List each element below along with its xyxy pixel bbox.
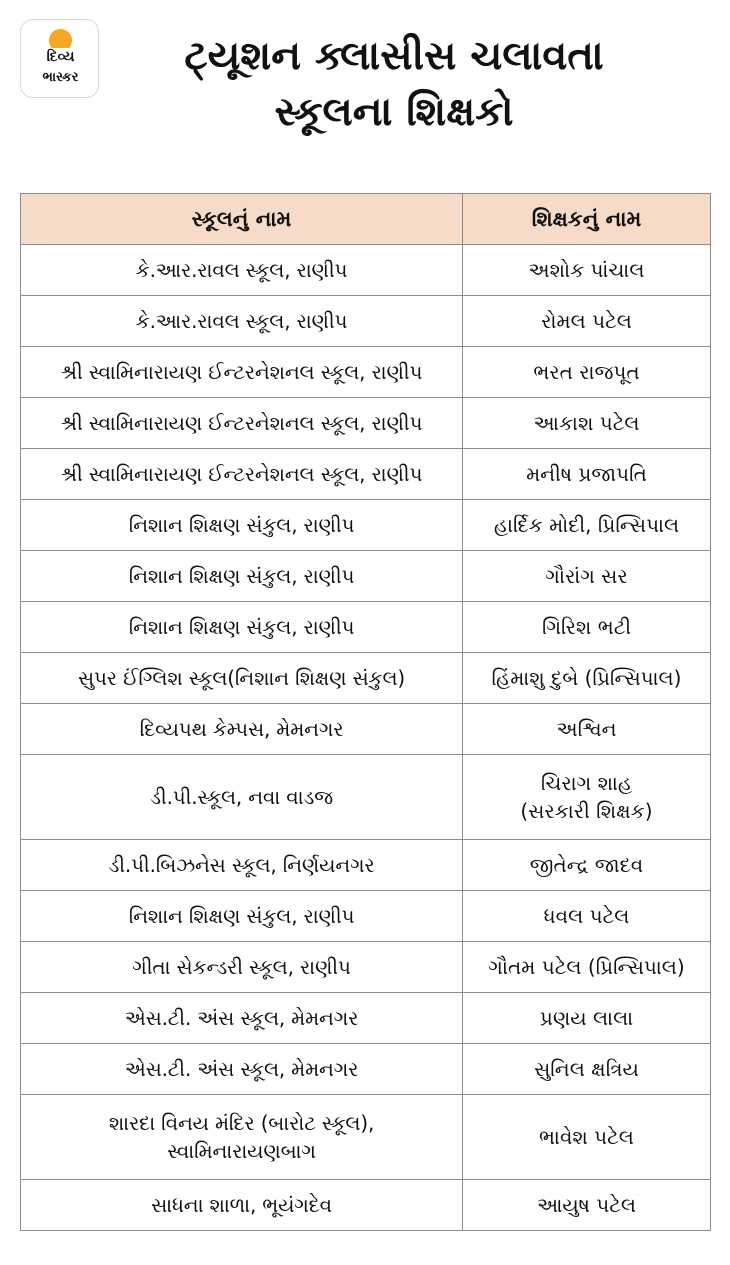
teacher-cell	[463, 1044, 711, 1095]
table-row	[21, 551, 711, 602]
teacher-cell-line: ચિરાગ શાહ	[540, 771, 633, 795]
teacher-cell-line: અશોક પાંચાલ	[528, 258, 645, 282]
teacher-cell	[463, 551, 711, 602]
headline-line2: સ્કૂલના શિક્ષકો	[274, 89, 514, 135]
teacher-cell	[463, 1095, 711, 1180]
table-row	[21, 755, 711, 840]
school-cell	[21, 449, 463, 500]
table-row	[21, 704, 711, 755]
divya-bhaskar-logo	[20, 19, 99, 98]
school-cell-line: શ્રી સ્વામિનારાયણ ઈન્ટરનેશનલ સ્કૂલ, રાણીપ	[60, 360, 423, 384]
table-row	[21, 449, 711, 500]
table-row	[21, 347, 711, 398]
teacher-cell	[463, 398, 711, 449]
school-cell-line: એસ.ટી. અંસ સ્કૂલ, મેમનગર	[124, 1006, 359, 1030]
column-header-teacher: શિક્ષકનું નામ	[463, 194, 711, 245]
table-row	[21, 245, 711, 296]
teacher-cell	[463, 891, 711, 942]
teacher-cell	[463, 653, 711, 704]
school-cell-line: ડી.પી.બિઝનેસ સ્કૂલ, નિર્ણયનગર	[108, 853, 375, 877]
teacher-cell	[463, 449, 711, 500]
teacher-cell-line: સુનિલ ક્ષત્રિય	[534, 1057, 639, 1081]
teacher-cell	[463, 602, 711, 653]
school-cell	[21, 551, 463, 602]
teacher-cell-line: ગૌતમ પટેલ (પ્રિન્સિપાલ)	[488, 955, 685, 979]
table-header-row	[21, 194, 711, 245]
table-row	[21, 602, 711, 653]
table-row	[21, 653, 711, 704]
table-row	[21, 993, 711, 1044]
school-cell-line: એસ.ટી. અંસ સ્કૂલ, મેમનગર	[124, 1057, 359, 1081]
school-cell-line: કે.આર.રાવલ સ્કૂલ, રાણીપ	[135, 309, 348, 333]
teacher-cell	[463, 840, 711, 891]
teacher-cell-line: ભાવેશ પટેલ	[539, 1125, 634, 1149]
school-cell-line: નિશાન શિક્ષણ સંકુલ, રાણીપ	[128, 615, 355, 639]
school-cell-line: નિશાન શિક્ષણ સંકુલ, રાણીપ	[128, 513, 355, 537]
school-cell	[21, 942, 463, 993]
school-cell	[21, 296, 463, 347]
school-cell-line: શ્રી સ્વામિનારાયણ ઈન્ટરનેશનલ સ્કૂલ, રાણીપ	[60, 462, 423, 486]
school-cell-line: ડી.પી.સ્કૂલ, નવા વાડજ	[150, 785, 333, 809]
headline	[106, 28, 682, 140]
teacher-cell-line: ગિરિશ ભટી	[541, 615, 632, 639]
teacher-cell	[463, 704, 711, 755]
table-row	[21, 840, 711, 891]
school-cell-line: નિશાન શિક્ષણ સંકુલ, રાણીપ	[128, 564, 355, 588]
teacher-cell-line: (સરકારી શિક્ષક)	[520, 799, 653, 823]
teacher-cell-line: રોમલ પટેલ	[541, 309, 632, 333]
logo-text-line1: દિવ્ય	[46, 49, 75, 65]
table-row	[21, 1095, 711, 1180]
school-cell-line: સ્વામિનારાયણબાગ	[167, 1139, 316, 1163]
table-row	[21, 500, 711, 551]
table-row	[21, 1044, 711, 1095]
school-cell-line: સાધના શાળા, ભૂયંગદેવ	[151, 1193, 332, 1217]
teacher-cell	[463, 755, 711, 840]
table-body	[21, 245, 711, 1231]
school-cell-line: સુપર ઈંગ્લિશ સ્કૂલ(નિશાન શિક્ષણ સંકુલ)	[78, 666, 405, 690]
school-cell	[21, 398, 463, 449]
teacher-cell-line: જીતેન્દ્ર જાદવ	[529, 853, 644, 877]
school-cell	[21, 891, 463, 942]
school-cell	[21, 500, 463, 551]
school-cell	[21, 347, 463, 398]
table-row	[21, 1180, 711, 1231]
school-cell	[21, 704, 463, 755]
teacher-cell-line: પ્રણય લાલા	[539, 1006, 634, 1030]
school-cell-line: દિવ્યપથ કેમ્પસ, મેમનગર	[139, 717, 344, 741]
teacher-cell-line: હિંમાશુ દુબે (પ્રિન્સિપાલ)	[491, 666, 682, 690]
teacher-cell	[463, 296, 711, 347]
school-cell	[21, 840, 463, 891]
school-cell	[21, 1095, 463, 1180]
teacher-cell-line: આયુષ પટેલ	[536, 1193, 637, 1217]
teacher-cell-line: ભરત રાજપૂત	[533, 360, 640, 384]
school-cell	[21, 245, 463, 296]
school-cell-line: ગીતા સેકન્ડરી સ્કૂલ, રાણીપ	[132, 955, 351, 979]
school-cell-line: શ્રી સ્વામિનારાયણ ઈન્ટરનેશનલ સ્કૂલ, રાણીપ	[60, 411, 423, 435]
logo-text-line2: ભાસ્કર	[42, 70, 79, 85]
school-cell-line: શારદા વિનય મંદિર (બારોટ સ્કૂલ),	[108, 1111, 375, 1135]
table-row	[21, 296, 711, 347]
column-header-school: સ્કૂલનું નામ	[21, 194, 463, 245]
school-cell	[21, 1180, 463, 1231]
teacher-cell	[463, 347, 711, 398]
school-cell	[21, 993, 463, 1044]
teacher-cell	[463, 942, 711, 993]
table-row	[21, 398, 711, 449]
teacher-cell	[463, 1180, 711, 1231]
teacher-cell-line: અશ્વિન	[556, 717, 617, 741]
teacher-cell-line: હાર્દિક મોદી, પ્રિન્સિપાલ	[493, 513, 680, 537]
school-cell-line: કે.આર.રાવલ સ્કૂલ, રાણીપ	[135, 258, 348, 282]
teacher-cell-line: ગૌરાંગ સર	[545, 564, 628, 588]
table-row	[21, 891, 711, 942]
school-cell-line: નિશાન શિક્ષણ સંકુલ, રાણીપ	[128, 904, 355, 928]
teacher-cell	[463, 245, 711, 296]
table-row	[21, 942, 711, 993]
headline-line1: ટ્યૂશન ક્લાસીસ ચલાવતા	[184, 33, 604, 79]
school-cell	[21, 755, 463, 840]
school-cell	[21, 602, 463, 653]
teacher-cell	[463, 500, 711, 551]
teacher-cell-line: ધવલ પટેલ	[543, 904, 630, 928]
school-cell	[21, 653, 463, 704]
teachers-table	[20, 193, 711, 1231]
teacher-cell	[463, 993, 711, 1044]
school-cell	[21, 1044, 463, 1095]
teacher-cell-line: મનીષ પ્રજાપતિ	[526, 462, 647, 486]
teacher-cell-line: આકાશ પટેલ	[533, 411, 640, 435]
